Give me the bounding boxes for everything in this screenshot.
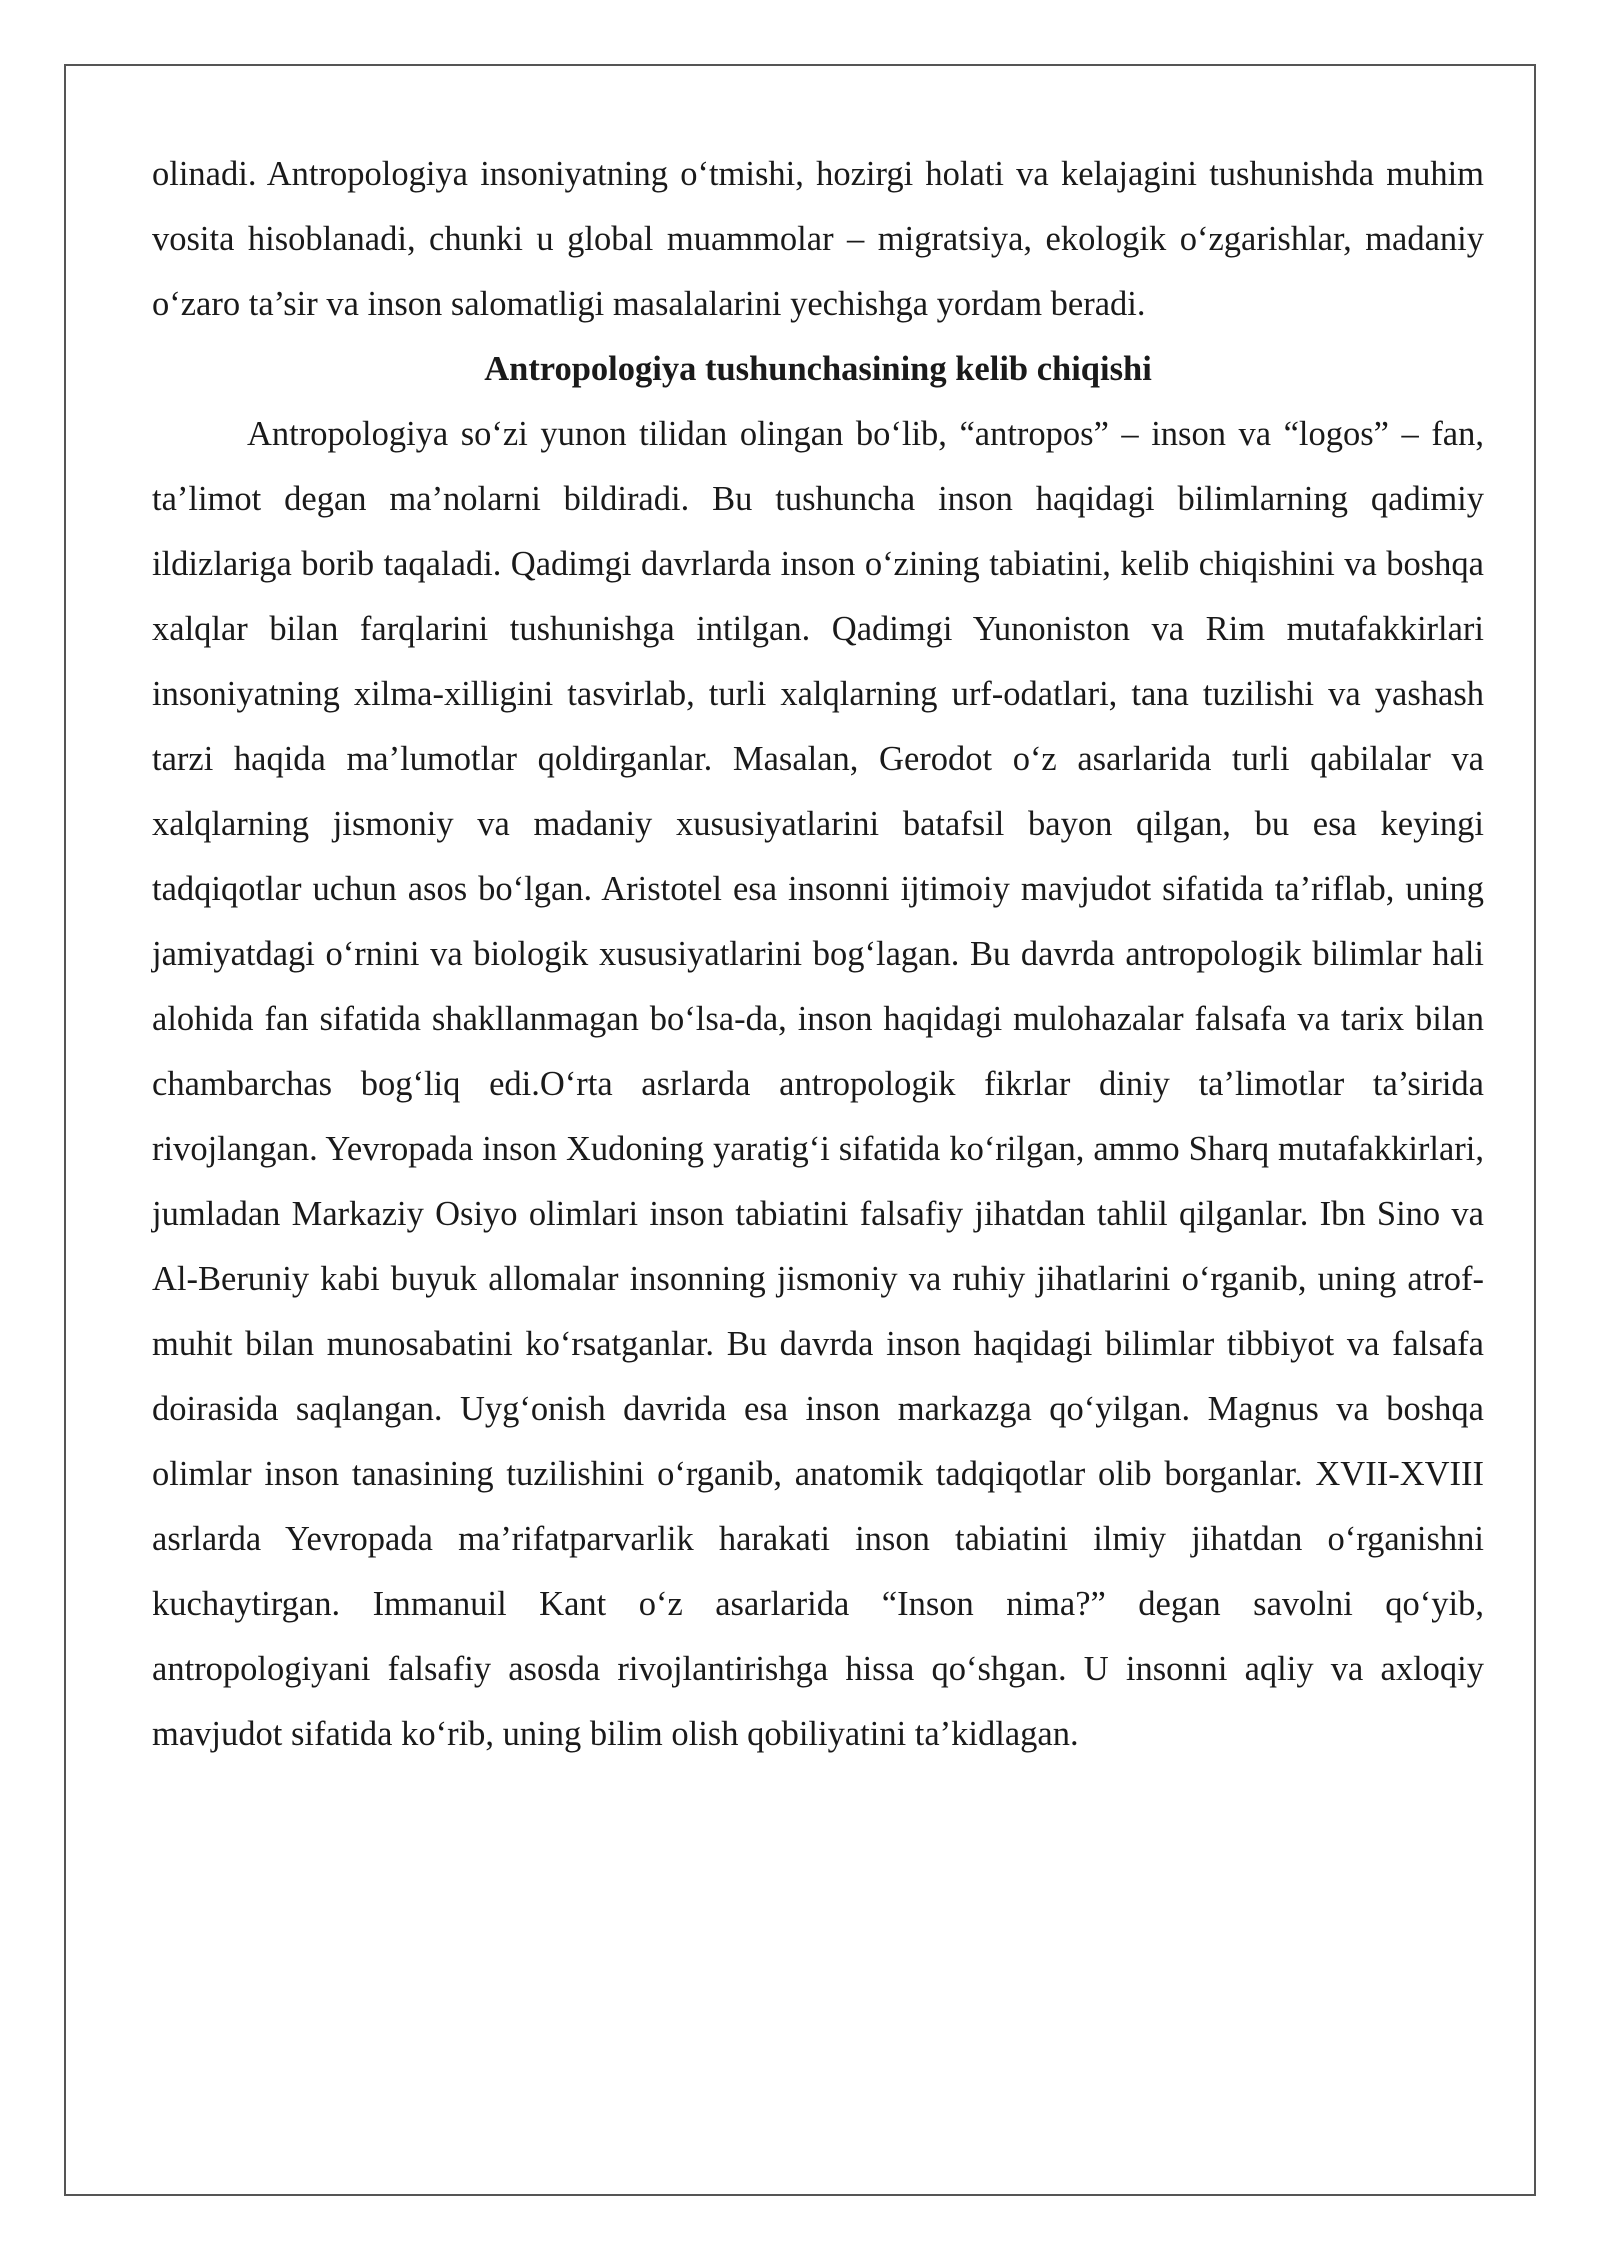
section-heading: Antropologiya tushunchasining kelib chiqishi bbox=[484, 350, 1152, 388]
paragraph-main: Antropologiya so‘zi yunon tilidan olingan bo‘lib, “antropos” – inson va “logos” – fan, ta’limot degan ma’nolarni bildiradi. Bu tushuncha inson haqidagi bilimlarning qadimiy ildizlariga borib taqaladi. Qadimgi davrlarda inson o‘zining tabiatini, kelib chiqishini va boshqa xalqlar bilan farqlarini tushunishga intilgan. Qadimgi Yunoniston va Rim mutafakkirlari insoniyatning xilma-xilligini tasvirlab, turli xalqlarning urf-odatlari, tana tuzilishi va yashash tarzi haqida ma’lumotlar qoldirganlar. Masalan, Gerodot o‘z asarlarida turli qabilalar va xalqlarning jismoniy va madaniy xususiyatlarini batafsil bayon qilgan, bu esa keyingi tadqiqotlar uchun asos bo‘lgan. Aristotel esa insonni ijtimoiy mavjudot sifatida ta’riflab, uning jamiyatdagi o‘rnini va biologik xususiyatlarini bog‘lagan. Bu davrda antropologik bilimlar hali alohida fan sifatida shakllanmagan bo‘lsa-da, inson haqidagi mulohazalar falsafa va tarix bilan chambarchas bog‘liq edi.O‘rta asrlarda antropologik fikrlar diniy ta’limotlar ta’sirida rivojlangan. Yevropada inson Xudoning yaratig‘i sifatida ko‘rilgan, ammo Sharq mutafakkirlari, jumladan Markaziy Osiyo olimlari inson tabiatini falsafiy jihatdan tahlil qilganlar. Ibn Sino va Al-Beruniy kabi buyuk allomalar insonning jismoniy va ruhiy jihatlarini o‘rganib, uning atrof-muhit bilan munosabatini ko‘rsatganlar. Bu davrda inson haqidagi bilimlar tibbiyot va falsafa doirasida saqlangan. Uyg‘onish davrida esa inson markazga qo‘yilgan. Magnus va boshqa olimlar inson tanasining tuzilishini o‘rganib, anatomik tadqiqotlar olib borganlar. XVII-XVIII asrlarda Yevropada ma’rifatparvarlik harakati inson tabiatini ilmiy jihatdan o‘rganishni kuchaytirgan. Immanuil Kant o‘z asarlarida “Inson nima?” degan savolni qo‘yib, antropologiyani falsafiy asosda rivojlantirishga hissa qo‘shgan. U insonni aqliy va axloqiy mavjudot sifatida ko‘rib, uning bilim olish qobiliyatini ta’kidlagan. bbox=[152, 415, 1484, 1753]
document-body bbox=[152, 142, 1484, 1767]
paragraph-intro-continuation: olinadi. Antropologiya insoniyatning o‘tmishi, hozirgi holati va kelajagini tushunishda muhim vosita hisoblanadi, chunki u global muammolar – migratsiya, ekologik o‘zgarishlar, madaniy o‘zaro ta’sir va inson salomatligi masalalarini yechishga yordam beradi. bbox=[152, 155, 1484, 323]
